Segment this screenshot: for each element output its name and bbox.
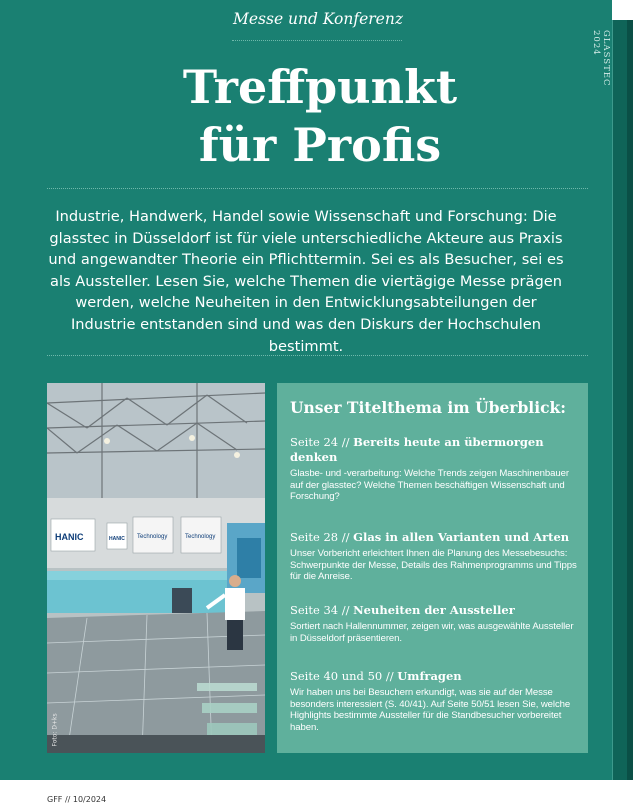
divider-top (232, 40, 402, 41)
item-page-ref: Seite 34 // (290, 603, 350, 617)
item-description: Glasbe- und -verarbeitung: Welche Trends zeigen Maschinenbauer auf der glasstec? Welche Themen beschäftigen Wissenschaft und Forschung? (290, 468, 569, 503)
item-topic: Neuheiten der Aussteller (353, 603, 515, 617)
overview-item-1 (290, 435, 580, 503)
item-description: Sortiert nach Hallennummer, zeigen wir, was ausgewählte Aussteller in Düsseldorf präsentieren. (290, 621, 574, 644)
trade-fair-photo (47, 383, 265, 753)
overview-item-2 (290, 530, 580, 583)
intro-paragraph: Industrie, Handwerk, Handel sowie Wissenschaft und Forschung: Die glasstec in Düsseldorf ist für viele unterschiedliche Akteure aus Praxis und angewandter Theorie ein Pflichttermin. Sei es als Besucher, sei es als Aussteller. Lesen Sie, welche Themen die viertägige Messe prägen werden, welche Neuheiten in den Entwicklungsabteilungen der Industrie entstanden sind und was den Diskurs der Hochschulen bestimmt. (48, 208, 564, 355)
divider-intro (47, 355, 588, 356)
page-footer: GFF // 10/2024 (47, 795, 107, 804)
divider-headline (47, 188, 588, 189)
banner-text-1: HANIC (55, 532, 84, 542)
item-topic: Bereits heute an übermorgen denken (290, 435, 544, 464)
overview-item-3 (290, 603, 580, 644)
item-description: Unser Vorbericht erleichtert Ihnen die Planung des Messebesuchs: Schwerpunkte der Messe, Details des Rahmenprogramms und Tipps für die Anreise. (290, 548, 577, 583)
item-topic: Umfragen (397, 669, 462, 683)
overview-box (277, 383, 588, 753)
item-description: Wir haben uns bei Besuchern erkundigt, was sie auf der Messe besonders interessiert (S. 40/41). Auf Seite 50/51 lesen Sie, welche Highlights bestimmte Aussteller für die Standbesucher vorbereitet haben. (290, 687, 571, 733)
photo-credit: Foto: D+ks (51, 713, 59, 747)
page-headline (40, 58, 600, 174)
section-kicker: Messe und Konferenz (233, 10, 403, 28)
item-page-ref: Seite 24 // (290, 435, 350, 449)
headline-line-2: für Profis (198, 118, 442, 172)
item-page-ref: Seite 28 // (290, 530, 350, 544)
item-topic: Glas in allen Varianten und Arten (353, 530, 570, 544)
magazine-spine (612, 20, 633, 780)
banner-text-2: Technology (137, 534, 168, 540)
banner-text-3: Technology (185, 534, 216, 540)
trade-fair-illustration (47, 383, 265, 753)
spine-label: GLASSTEC 2024 (591, 30, 611, 87)
overview-title: Unser Titelthema im Überblick: (290, 398, 566, 417)
overview-item-4 (290, 669, 580, 733)
headline-line-1: Treffpunkt (182, 60, 458, 114)
banner-text-4: HANIC (109, 536, 125, 542)
item-page-ref: Seite 40 und 50 // (290, 669, 394, 683)
